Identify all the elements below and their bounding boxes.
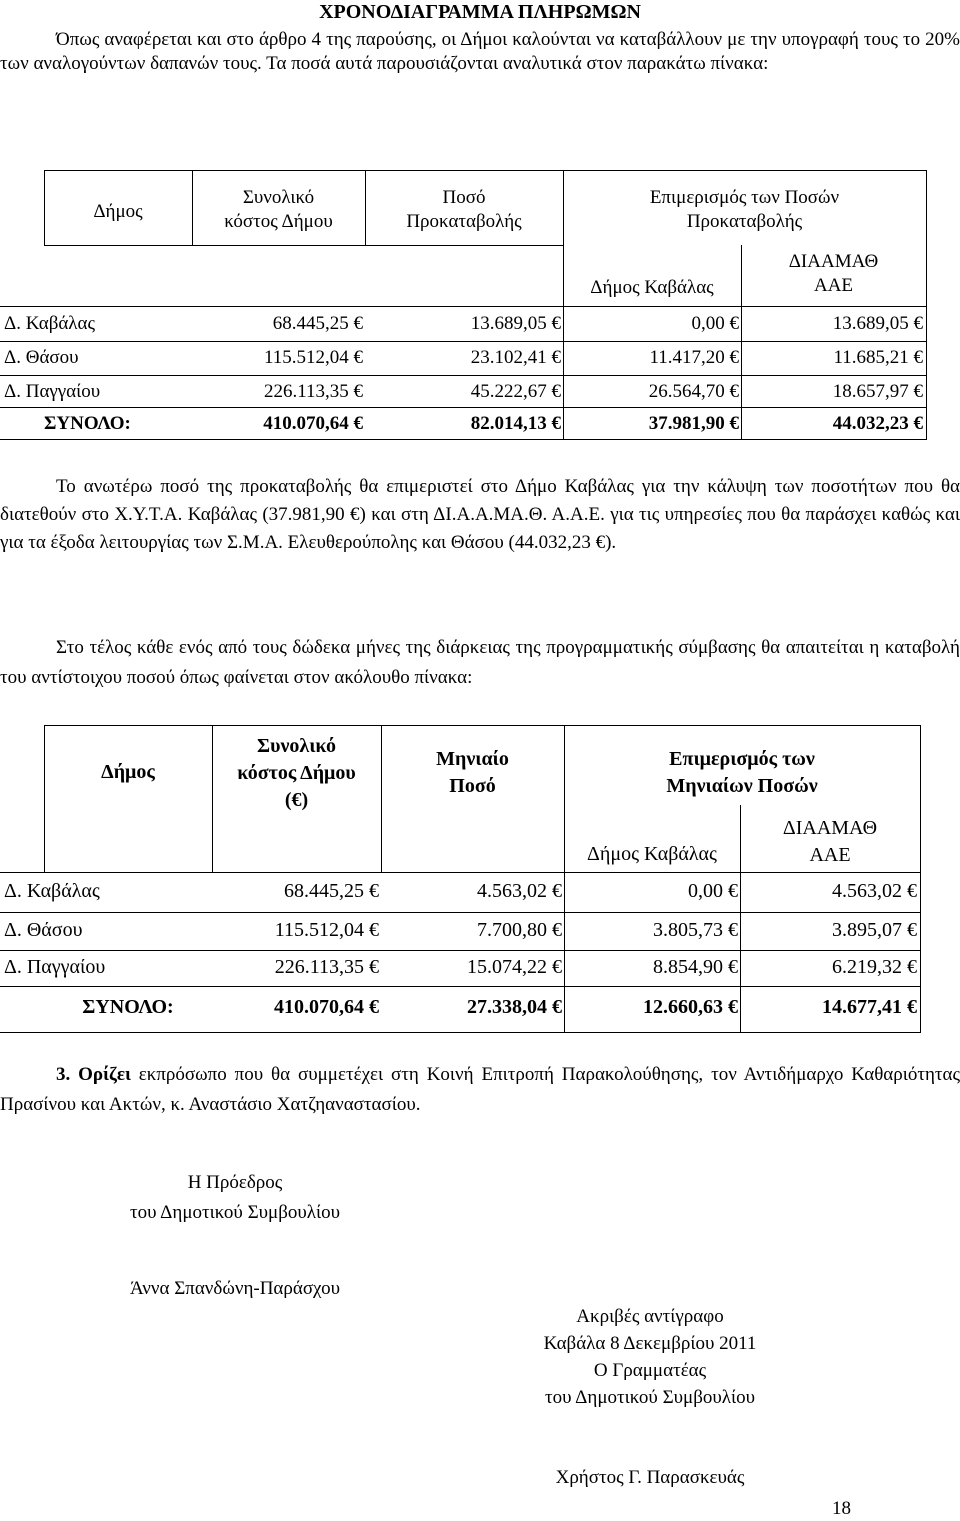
table-row: Δ. Θάσου 115.512,04 € 7.700,80 € 3.805,73 € 3.895,07 € xyxy=(4,919,917,941)
header-kavala: Δήμος Καβάλας xyxy=(587,843,717,865)
president-name: Άννα Σπανδώνη-Παράσχου xyxy=(130,1278,340,1299)
table-row: Δ. Παγγαίου 226.113,35 € 45.222,67 € 26.564,70 € 18.657,97 € xyxy=(4,381,923,402)
table-row: Δ. Καβάλας 68.445,25 € 13.689,05 € 0,00 € 13.689,05 € xyxy=(4,313,923,334)
header-kavala: Δήμος Καβάλας xyxy=(590,277,714,298)
total-row: ΣΥΝΟΛΟ: 410.070,64 € 27.338,04 € 12.660,63 € 14.677,41 € xyxy=(82,996,917,1018)
intro-paragraph: Όπως αναφέρεται και στο άρθρο 4 της παρούσης, οι Δήμοι καλούνται να καταβάλλουν με την υπογραφή τους το 20% των αναλογούντων δαπανών τους. Τα ποσά αυτά παρουσιάζονται αναλυτικά στον παρακάτω πίνακα: xyxy=(0,29,960,74)
page-title: ΧΡΟΝΟΔΙΑΓΡΑΜΜΑ ΠΛΗΡΩΜΩΝ xyxy=(319,1,641,23)
header-split: Επιμερισμός των Μηνιαίων Ποσών xyxy=(666,748,818,797)
header-monthly-amount: Μηνιαίο Ποσό xyxy=(436,748,509,797)
header-advance-amount: Ποσό Προκαταβολής xyxy=(406,187,522,232)
table-row: Δ. Καβάλας 68.445,25 € 4.563,02 € 0,00 € 4.563,02 € xyxy=(4,880,917,902)
page-number: 18 xyxy=(832,1498,851,1519)
header-diaamath: ΔΙΑΑΜΑΘ ΑΑΕ xyxy=(782,817,878,866)
header-dimos: Δήμος xyxy=(101,761,155,783)
header-dimos: Δήμος xyxy=(93,201,143,222)
item-3-paragraph: 3. Ορίζει εκπρόσωπο που θα συμμετέχει στη Κοινή Επιτροπή Παρακολούθησης, τον Αντιδήμαρχο Καθαριότητας Πρασίνου και Ακτών, κ. Αναστάσιο Χατζηαναστασίου. xyxy=(0,1064,960,1115)
advance-split-paragraph: Το ανωτέρω ποσό της προκαταβολής θα επιμεριστεί στο Δήμο Καβάλας για την κάλυψη των ποσοτήτων που θα διατεθούν στο Χ.Υ.Τ.Α. Καβάλας (37.981,90 €) και στη ΔΙ.Α.Α.ΜΑ.Θ. Α.Α.Ε. για τις υπηρεσίες που θα παράσχει καθώς και για τα έξοδα λειτουργίας των Σ.Μ.Α. Ελευθερούπολης και Θάσου (44.032,23 €). xyxy=(0,476,960,553)
certified-copy-block: Ακριβές αντίγραφο Καβάλα 8 Δεκεμβρίου 2011 Ο Γραμματέας του Δημοτικού Συμβουλίου xyxy=(543,1306,757,1408)
header-diaamath: ΔΙΑΑΜΑΘ ΑΑΕ xyxy=(788,251,879,296)
total-row: ΣΥΝΟΛΟ: 410.070,64 € 82.014,13 € 37.981,90 € 44.032,23 € xyxy=(44,413,923,434)
monthly-paragraph: Στο τέλος κάθε ενός από τους δώδεκα μήνες της διάρκειας της προγραμματικής σύμβασης θα απαιτείται η καταβολή του αντίστοιχου ποσού όπως φαίνεται στον ακόλουθο πίνακα: xyxy=(0,637,960,688)
header-split: Επιμερισμός των Ποσών Προκαταβολής xyxy=(649,187,840,232)
president-block: Η Πρόεδρος του Δημοτικού Συμβουλίου xyxy=(129,1172,341,1223)
header-total-cost: Συνολικό κόστος Δήμου (€) xyxy=(237,735,356,811)
table-row: Δ. Παγγαίου 226.113,35 € 15.074,22 € 8.854,90 € 6.219,32 € xyxy=(4,956,917,978)
table-row: Δ. Θάσου 115.512,04 € 23.102,41 € 11.417,20 € 11.685,21 € xyxy=(4,347,923,368)
header-total-cost: Συνολικό κόστος Δήμου xyxy=(224,187,333,232)
secretary-name: Χρήστος Γ. Παρασκευάς xyxy=(555,1467,745,1488)
